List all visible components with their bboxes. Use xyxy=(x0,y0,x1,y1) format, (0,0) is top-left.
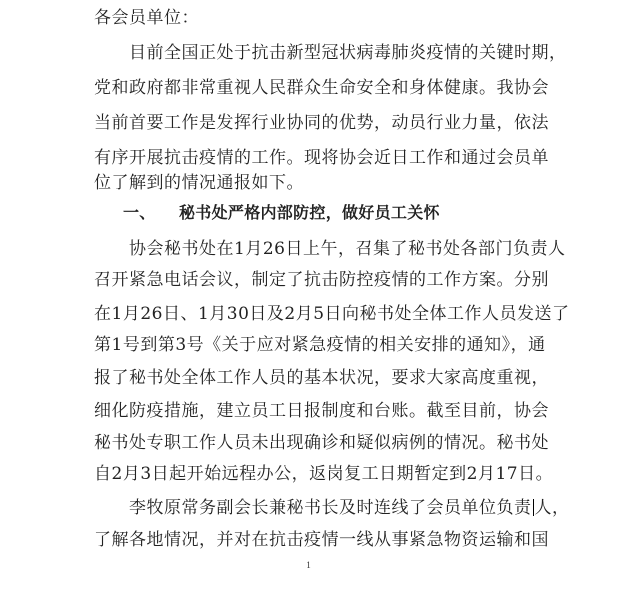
paragraph-line: 在1月26日、1月30日及2月5日向秘书处全体工作人员发送了 xyxy=(94,304,570,324)
paragraph-line: 当前首要工作是发挥行业协同的优势，动员行业力量，依法 xyxy=(94,113,549,133)
salutation: 各会员单位： xyxy=(94,8,199,28)
paragraph-line: 细化防疫措施，建立员工日报制度和台账。截至目前，协会 xyxy=(94,401,549,421)
paragraph-line: 报了秘书处全体工作人员的基本状况，要求大家高度重视， xyxy=(94,368,549,388)
paragraph-line: 召开紧急电话会议，制定了抗击防控疫情的工作方案。分别 xyxy=(94,270,549,290)
paragraph-line: 目前全国正处于抗击新型冠状病毒肺炎疫情的关键时期， xyxy=(129,43,567,63)
paragraph-line: 第1号到第3号《关于应对紧急疫情的相关安排的通知》，通 xyxy=(94,335,546,355)
paragraph-line: 秘书处专职工作人员未出现确诊和疑似病例的情况。秘书处 xyxy=(94,433,549,453)
paragraph-line: 有序开展抗击疫情的工作。现将协会近日工作和通过会员单 xyxy=(94,148,549,168)
paragraph-line xyxy=(129,498,617,518)
paragraph-line: 协会秘书处在1月26日上午，召集了秘书处各部门负责人 xyxy=(129,239,566,259)
page-number: 1 xyxy=(306,560,311,570)
section-number: 一、 xyxy=(123,203,156,222)
section-heading xyxy=(123,202,440,224)
paragraph-line: 位了解到的情况通报如下。 xyxy=(94,173,304,193)
paragraph-text: 人， xyxy=(534,498,570,518)
paragraph-line: 了解各地情况，并对在抗击疫情一线从事紧急物资运输和国 xyxy=(94,530,549,550)
paragraph-line: 党和政府都非常重视人民群众生命安全和身体健康。我协会 xyxy=(94,78,549,98)
paragraph-line: 自2月3日起开始远程办公，返岗复工日期暂定到2月17日。 xyxy=(94,464,554,484)
section-title: 秘书处严格内部防控，做好员工关怀 xyxy=(179,203,440,222)
text-cursor xyxy=(533,499,534,516)
paragraph-text: 李牧原常务副会长兼秘书长及时连线了会员单位负责 xyxy=(129,498,532,518)
